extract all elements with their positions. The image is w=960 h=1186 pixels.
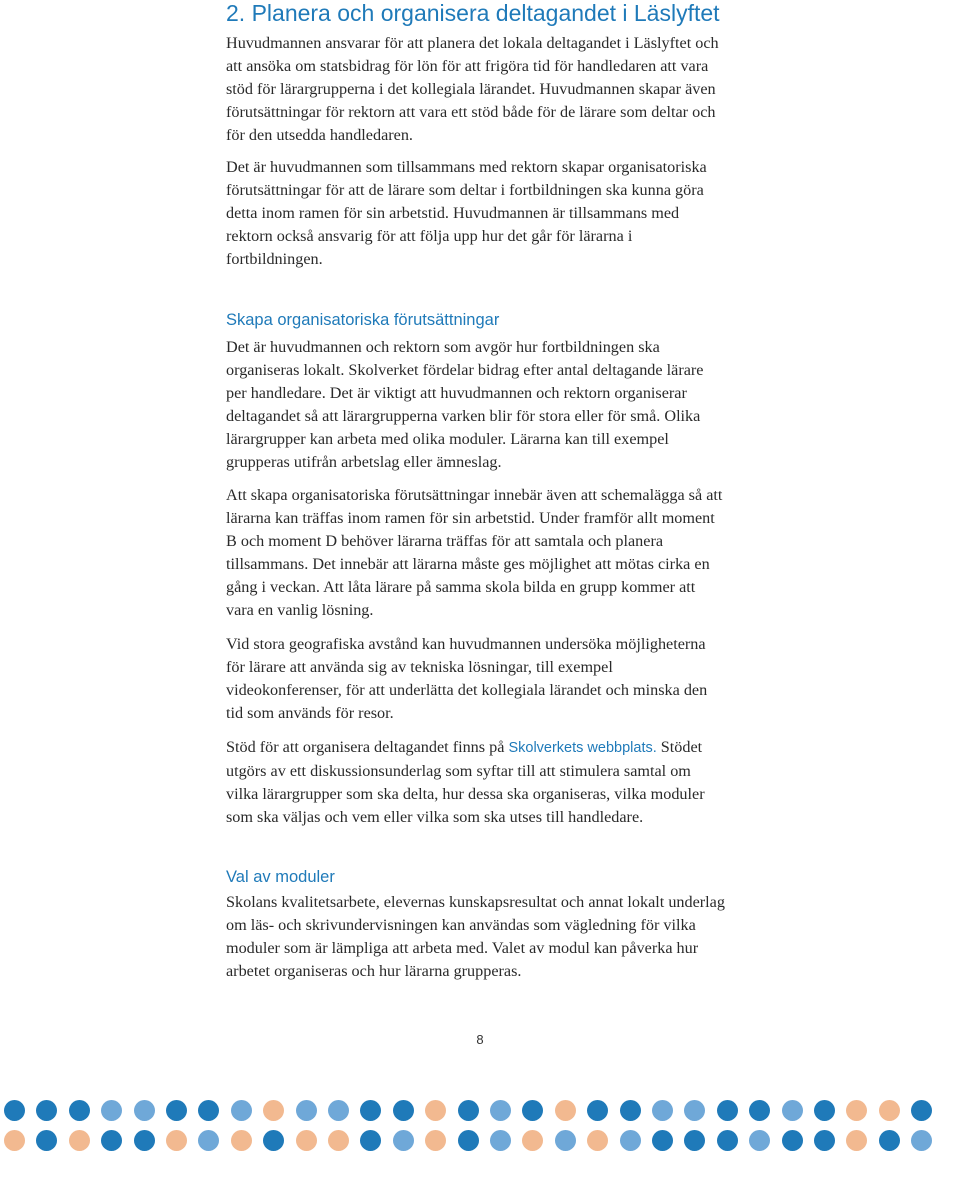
decorative-dot bbox=[198, 1100, 219, 1121]
decorative-dot bbox=[749, 1130, 770, 1151]
decorative-dot bbox=[522, 1100, 543, 1121]
decorative-dot bbox=[263, 1130, 284, 1151]
chapter-paragraph-2: Det är huvudmannen som tillsammans med rektorn skapar organisatoriska förutsättningar för att de lärare som deltar i fortbildningen ska kunna göra detta inom ramen för sin arbetstid. Huvudmannen är tillsammans med rektorn också ansvarig för att följa upp hur det går för lärarna i fortbildningen. bbox=[226, 158, 707, 268]
decorative-dot bbox=[749, 1100, 770, 1121]
support-rest-text: Stödet utgörs av ett diskussionsunderlag som syftar till att stimulera samtal om vilka lärargrupper som ska delta, hur dessa ska organiseras, vilka moduler som ska väljas och vem eller vilka som ska utses till handledare. bbox=[226, 738, 705, 826]
decorative-dot bbox=[360, 1130, 381, 1151]
decorative-dot bbox=[425, 1100, 446, 1121]
decorative-dot bbox=[101, 1130, 122, 1151]
decorative-dot bbox=[69, 1100, 90, 1121]
support-paragraph bbox=[226, 736, 726, 829]
chapter-title: 2. Planera och organisera deltagandet i Läslyftet bbox=[226, 0, 720, 26]
decorative-dot bbox=[782, 1130, 803, 1151]
decorative-dot bbox=[717, 1130, 738, 1151]
decorative-dot bbox=[166, 1100, 187, 1121]
organisation-paragraph-1: Det är huvudmannen och rektorn som avgör hur fortbildningen ska organiseras lokalt. Skolverket fördelar bidrag efter antal deltagande lärare per handledare. Det är viktigt att huvudmannen och rektorn organiserar deltagandet så att lärargrupperna varken blir för stora eller för små. Olika lärargrupper kan arbeta med olika moduler. Lärarna kan till exempel grupperas utifrån arbetslag eller ämneslag. bbox=[226, 338, 704, 471]
decorative-dot bbox=[911, 1130, 932, 1151]
decorative-dot bbox=[879, 1100, 900, 1121]
decorative-dot bbox=[198, 1130, 219, 1151]
organisation-paragraph-3: Vid stora geografiska avstånd kan huvudmannen undersöka möjligheterna för lärare att använda sig av tekniska lösningar, till exempel videokonferenser, för att underlätta det kollegiala lärandet och minska den tid som används för resor. bbox=[226, 635, 708, 722]
decorative-dot bbox=[4, 1100, 25, 1121]
decorative-dot bbox=[296, 1130, 317, 1151]
decorative-dot bbox=[36, 1100, 57, 1121]
decorative-dot bbox=[555, 1130, 576, 1151]
decorative-dot bbox=[846, 1130, 867, 1151]
decorative-dot bbox=[814, 1100, 835, 1121]
decorative-dot bbox=[425, 1130, 446, 1151]
decorative-dot bbox=[458, 1130, 479, 1151]
decorative-dot bbox=[684, 1130, 705, 1151]
decorative-dot bbox=[652, 1130, 673, 1151]
decorative-dot bbox=[555, 1100, 576, 1121]
decorative-dot bbox=[328, 1100, 349, 1121]
skolverket-website-link[interactable]: Skolverkets webbplats. bbox=[508, 740, 657, 756]
decorative-dot bbox=[360, 1100, 381, 1121]
support-intro-text: Stöd för att organisera deltagandet finns på bbox=[226, 738, 509, 756]
decorative-dot bbox=[490, 1130, 511, 1151]
decorative-dot bbox=[846, 1100, 867, 1121]
decorative-dot bbox=[814, 1130, 835, 1151]
decorative-dot bbox=[296, 1100, 317, 1121]
decorative-dot bbox=[166, 1130, 187, 1151]
decorative-dot bbox=[911, 1100, 932, 1121]
decorative-dot bbox=[490, 1100, 511, 1121]
decorative-dot bbox=[879, 1130, 900, 1151]
decorative-dot bbox=[587, 1100, 608, 1121]
decorative-dot-pattern bbox=[0, 1090, 960, 1186]
decorative-dot bbox=[101, 1100, 122, 1121]
page-number: 8 bbox=[476, 1032, 484, 1047]
decorative-dot bbox=[620, 1130, 641, 1151]
section-heading-modules: Val av moduler bbox=[226, 868, 335, 886]
decorative-dot bbox=[231, 1100, 252, 1121]
decorative-dot bbox=[134, 1100, 155, 1121]
decorative-dot bbox=[393, 1100, 414, 1121]
decorative-dot bbox=[134, 1130, 155, 1151]
decorative-dot bbox=[652, 1100, 673, 1121]
decorative-dot bbox=[69, 1130, 90, 1151]
section-heading-organisation: Skapa organisatoriska förutsättningar bbox=[226, 311, 500, 329]
decorative-dot bbox=[620, 1100, 641, 1121]
decorative-dot bbox=[684, 1100, 705, 1121]
decorative-dot bbox=[782, 1100, 803, 1121]
chapter-paragraph-1: Huvudmannen ansvarar för att planera det lokala deltagandet i Läslyftet och att ansöka om statsbidrag för lön för att frigöra tid för handledaren att vara stöd för lärargrupperna i det kollegiala lärandet. Huvudmannen skapar även förutsättningar för rektorn att vara ett stöd både för de lärare som deltar och för den utsedda handledaren. bbox=[226, 34, 719, 144]
decorative-dot bbox=[587, 1130, 608, 1151]
organisation-paragraph-2: Att skapa organisatoriska förutsättningar innebär även att schemalägga så att lärarna kan träffas inom ramen för sin arbetstid. Under framför allt moment B och moment D behöver lärarna träffas för att samtala och planera tillsammans. Det innebär att lärarna måste ges möjlighet att mötas cirka en gång i veckan. Att låta lärare på samma skola bilda en grupp kommer att vara en vanlig lösning. bbox=[226, 486, 723, 619]
decorative-dot bbox=[328, 1130, 349, 1151]
modules-paragraph-1: Skolans kvalitetsarbete, elevernas kunskapsresultat och annat lokalt underlag om läs- och skrivundervisningen kan användas som vägledning för vilka moduler som är lämpliga att arbeta med. Valet av modul kan påverka hur arbetet organiseras och hur lärarna grupperas. bbox=[226, 893, 725, 980]
decorative-dot bbox=[263, 1100, 284, 1121]
decorative-dot bbox=[717, 1100, 738, 1121]
decorative-dot bbox=[231, 1130, 252, 1151]
decorative-dot bbox=[458, 1100, 479, 1121]
decorative-dot bbox=[36, 1130, 57, 1151]
decorative-dot bbox=[4, 1130, 25, 1151]
decorative-dot bbox=[522, 1130, 543, 1151]
decorative-dot bbox=[393, 1130, 414, 1151]
